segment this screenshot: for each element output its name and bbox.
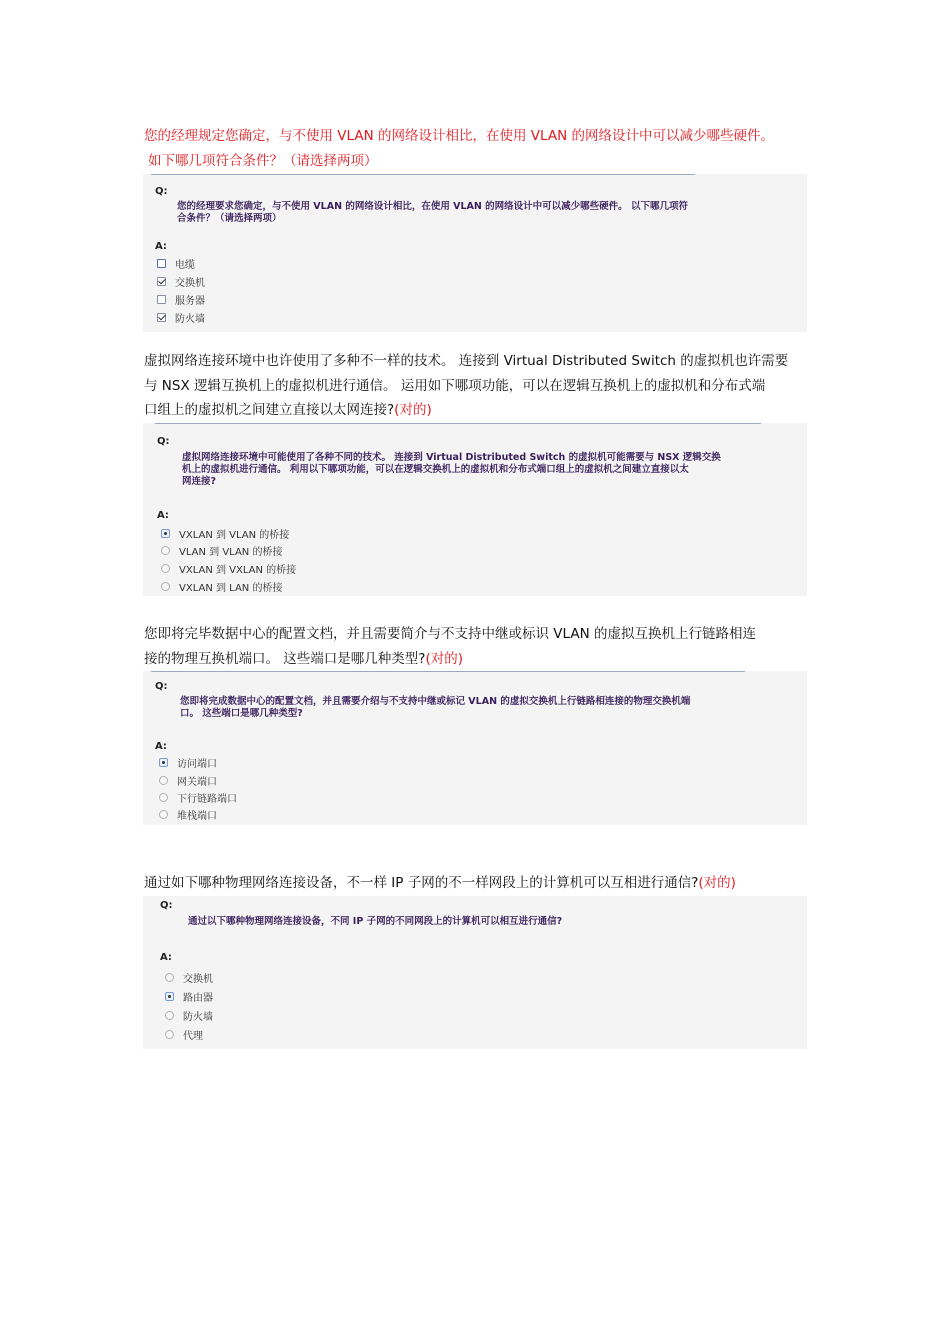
q1-question-text	[177, 201, 787, 225]
q4-option-label: 路由器	[183, 992, 213, 1004]
q3-panel	[143, 671, 807, 825]
q3-intro-line2-wrap	[144, 647, 814, 672]
q3-divider	[151, 671, 745, 672]
q2-option-label: VLAN 到 VLAN 的桥接	[179, 546, 283, 558]
q3-intro-line2: 接的物理互换机端口。 这些端口是哪几种类型?	[144, 650, 426, 667]
q1-intro	[144, 124, 814, 173]
q4-option-label: 代理	[183, 1030, 203, 1042]
radio-unselected[interactable]	[165, 1011, 174, 1020]
q4-intro-line1: 通过如下哪种物理网络连接设备，不一样 IP 子网的不一样网段上的计算机可以互相进行通信?	[144, 875, 699, 891]
checkbox-unchecked[interactable]	[157, 259, 166, 268]
q4-question-text	[188, 916, 788, 928]
q2-option-vxlan-vlan[interactable]	[161, 525, 289, 541]
q1-divider	[151, 174, 695, 175]
q2-a-label: A:	[157, 510, 169, 521]
radio-unselected[interactable]	[165, 973, 174, 982]
q2-intro-line1: 虚拟网络连接环境中也许使用了多种不一样的技术。 连接到 Virtual Distributed Switch 的虚拟机也许需要	[144, 353, 789, 369]
q3-intro	[144, 622, 814, 671]
q1-option-firewall[interactable]	[157, 309, 205, 325]
q3-option-label: 访问端口	[177, 758, 217, 770]
q3-question-line2: 口。 这些端口是哪几种类型?	[180, 708, 303, 719]
q1-question-line1: 您的经理要求您确定，与不使用 VLAN 的网络设计相比，在使用 VLAN 的网络设计中可以减少哪些硬件。 以下哪几项符	[177, 201, 688, 212]
q2-option-label: VXLAN 到 VLAN 的桥接	[179, 529, 290, 541]
q2-option-vxlan-vxlan[interactable]	[161, 560, 296, 576]
radio-selected[interactable]	[165, 992, 174, 1001]
q1-panel	[143, 174, 807, 332]
radio-unselected[interactable]	[159, 793, 168, 802]
q2-option-vxlan-lan[interactable]	[161, 578, 282, 594]
q2-question-line2: 机上的虚拟机进行通信。 利用以下哪项功能，可以在逻辑交换机上的虚拟机和分布式端口组上的虚拟机之间建立直接以太	[182, 464, 689, 475]
q3-question-line1: 您即将完成数据中心的配置文档，并且需要介绍与不支持中继或标记 VLAN 的虚拟交换机上行链路相连接的物理交换机端	[180, 696, 691, 707]
q3-a-label: A:	[155, 741, 167, 752]
q4-option-firewall[interactable]	[165, 1007, 213, 1023]
q4-option-router[interactable]	[165, 988, 213, 1004]
radio-unselected[interactable]	[161, 582, 170, 591]
q4-option-label: 交换机	[183, 973, 213, 985]
checkbox-unchecked[interactable]	[157, 295, 166, 304]
q2-option-vlan-vlan[interactable]	[161, 542, 282, 558]
q3-option-label: 堆栈端口	[177, 810, 217, 822]
q3-q-label: Q:	[155, 681, 168, 692]
radio-unselected[interactable]	[165, 1030, 174, 1039]
q3-option-stack[interactable]	[159, 806, 217, 822]
checkbox-checked[interactable]	[157, 313, 166, 322]
q1-option-label: 服务器	[175, 295, 205, 307]
q1-question-line2: 合条件？（请选择两项）	[177, 213, 282, 224]
q3-option-access[interactable]	[159, 754, 217, 770]
q2-intro	[144, 349, 814, 423]
q4-a-label: A:	[160, 952, 172, 963]
q2-intro-line3: 口组上的虚拟机之间建立直接以太网连接?	[144, 402, 395, 418]
q3-option-label: 下行链路端口	[177, 793, 237, 805]
q2-verdict: (对的)	[394, 402, 432, 418]
q1-option-label: 电缆	[175, 259, 195, 271]
q4-intro-line1-wrap	[144, 871, 814, 896]
q2-intro-line3-wrap	[144, 398, 814, 423]
q1-option-server[interactable]	[157, 291, 205, 307]
q4-option-proxy[interactable]	[165, 1026, 203, 1042]
q3-option-gateway[interactable]	[159, 772, 217, 788]
q2-option-label: VXLAN 到 VXLAN 的桥接	[179, 564, 297, 576]
q2-intro-line2: 与 NSX 逻辑互换机上的虚拟机进行通信。 运用如下哪项功能，可以在逻辑互换机上的虚拟机和分布式端	[144, 377, 766, 394]
checkbox-checked[interactable]	[157, 277, 166, 286]
q2-panel	[143, 423, 807, 596]
q3-option-downlink[interactable]	[159, 789, 237, 805]
q4-intro	[144, 871, 814, 896]
radio-unselected[interactable]	[159, 810, 168, 819]
q4-q-label: Q:	[160, 900, 173, 911]
q1-intro-line1: 您的经理规定您确定，与不使用 VLAN 的网络设计相比，在使用 VLAN 的网络设计中可以减少哪些硬件。	[144, 128, 774, 144]
q1-a-label: A:	[155, 241, 167, 252]
q2-divider	[155, 423, 761, 424]
q4-verdict: (对的)	[698, 875, 736, 891]
q4-panel	[143, 896, 807, 1049]
q4-question-line1: 通过以下哪种物理网络连接设备，不同 IP 子网的不同网段上的计算机可以相互进行通信?	[188, 916, 563, 927]
q3-intro-line1: 您即将完毕数据中心的配置文档，并且需要简介与不支持中继或标识 VLAN 的虚拟互换机上行链路相连	[144, 626, 756, 642]
q1-option-cable[interactable]	[157, 255, 195, 271]
q2-option-label: VXLAN 到 LAN 的桥接	[179, 582, 283, 594]
q1-intro-line2: 如下哪几项符合条件？（请选择两项）	[148, 152, 378, 169]
radio-selected[interactable]	[161, 529, 170, 538]
radio-selected[interactable]	[159, 758, 168, 767]
q1-option-label: 防火墙	[175, 313, 205, 325]
q1-option-switch[interactable]	[157, 273, 205, 289]
radio-unselected[interactable]	[161, 564, 170, 573]
radio-unselected[interactable]	[159, 776, 168, 785]
q4-option-label: 防火墙	[183, 1011, 213, 1023]
q1-option-label: 交换机	[175, 277, 205, 289]
q3-option-label: 网关端口	[177, 776, 217, 788]
q3-question-text	[180, 696, 790, 720]
q2-question-text	[182, 452, 792, 488]
q2-question-line3: 网连接?	[182, 476, 217, 487]
q3-verdict: (对的)	[425, 650, 464, 667]
q2-q-label: Q:	[157, 436, 170, 447]
q4-option-switch[interactable]	[165, 969, 213, 985]
radio-unselected[interactable]	[161, 546, 170, 555]
q2-question-line1: 虚拟网络连接环境中可能使用了各种不同的技术。 连接到 Virtual Distributed Switch 的虚拟机可能需要与 NSX 逻辑交换	[182, 452, 721, 463]
q1-q-label: Q:	[155, 186, 168, 197]
